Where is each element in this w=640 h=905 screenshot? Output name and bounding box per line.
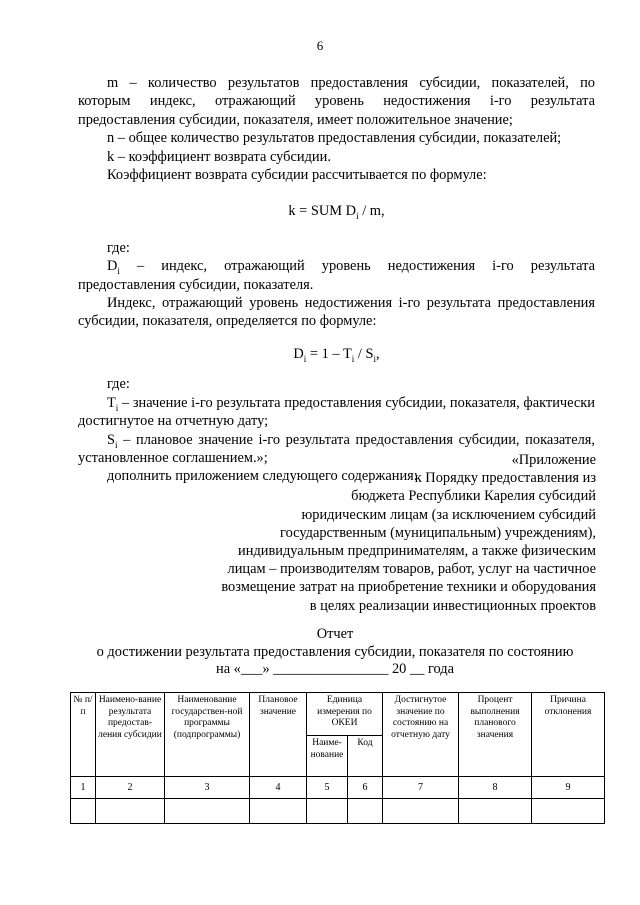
paragraph-index-intro: Индекс, отражающий уровень недостижения i-го результата предоставления субсидии, показателя, определяется по формуле: bbox=[78, 295, 595, 330]
report-title-block bbox=[70, 626, 600, 679]
si-symbol: S bbox=[107, 431, 116, 448]
formula-k-part1: k = SUM D bbox=[288, 203, 357, 220]
column-number: 8 bbox=[459, 777, 532, 799]
paragraph-di-definition bbox=[78, 257, 595, 294]
di-symbol: D bbox=[107, 258, 118, 275]
header-program: Наименование государствен-ной программы (подпрограммы) bbox=[165, 693, 250, 777]
appendix-line: возмещение затрат на приобретение техники и оборудования bbox=[221, 579, 596, 596]
column-number: 1 bbox=[71, 777, 96, 799]
column-number: 2 bbox=[96, 777, 165, 799]
table-empty-row bbox=[71, 799, 605, 824]
formula-k-part2: / m, bbox=[358, 203, 385, 220]
formula-di-sub3: i bbox=[373, 353, 376, 364]
ti-text: – значение i-го результата предоставления субсидии, показателя, фактически достигнутое на отчетную дату; bbox=[78, 394, 595, 430]
report-date-line: на «___» ________________ 20 __ года bbox=[216, 661, 454, 677]
header-num: № п/п bbox=[71, 693, 96, 777]
table-cell bbox=[459, 799, 532, 824]
report-subtitle: о достижении результата предоставления субсидии, показателя по состоянию bbox=[96, 643, 574, 660]
paragraph-where-2: где: bbox=[107, 376, 130, 393]
header-unit-code: Код bbox=[348, 736, 383, 777]
formula-di-sub2: i bbox=[351, 353, 355, 364]
appendix-line: государственным (муниципальным) учреждениям), bbox=[280, 524, 596, 541]
formula-di-sub1: i bbox=[303, 353, 307, 364]
table-cell bbox=[307, 799, 348, 824]
paragraph-m-definition: m – количество результатов предоставления субсидии, показателей, по которым индекс, отражающий уровень недостижения i-го результата предоставления субсидии, показателя, имеет положительное значение; bbox=[78, 75, 595, 128]
appendix-line: в целях реализации инвестиционных проектов bbox=[309, 597, 596, 614]
appendix-line: индивидуальным предпринимателям, а также физическим bbox=[238, 543, 596, 560]
formula-di-end: , bbox=[375, 345, 380, 362]
formula-k bbox=[78, 202, 595, 220]
header-plan-value: Плановое значение bbox=[250, 693, 307, 777]
table-cell bbox=[383, 799, 459, 824]
paragraph-add-appendix: дополнить приложением следующего содержания: bbox=[107, 468, 418, 485]
report-title: Отчет bbox=[316, 626, 354, 642]
table-cell bbox=[96, 799, 165, 824]
header-result-name: Наимено-вание результата предостав-ления субсидии bbox=[96, 693, 165, 777]
header-unit: Единица измерения по ОКЕИ bbox=[307, 693, 383, 736]
column-number: 9 bbox=[532, 777, 605, 799]
body-text bbox=[78, 74, 595, 486]
paragraph-ti-definition bbox=[78, 394, 595, 431]
column-number: 7 bbox=[383, 777, 459, 799]
table-column-numbers-row bbox=[71, 777, 605, 799]
column-number: 4 bbox=[250, 777, 307, 799]
formula-di-slash: / S bbox=[354, 345, 374, 362]
table-cell bbox=[250, 799, 307, 824]
column-number: 5 bbox=[307, 777, 348, 799]
appendix-line: к Порядку предоставления из bbox=[414, 470, 596, 487]
page-number: 6 bbox=[316, 38, 324, 53]
paragraph-formula-intro: Коэффициент возврата субсидии рассчитывается по формуле: bbox=[107, 167, 487, 184]
paragraph-k-definition: k – коэффициент возврата субсидии. bbox=[107, 148, 331, 165]
table-cell bbox=[532, 799, 605, 824]
formula-k-subscript: i bbox=[356, 211, 359, 222]
paragraph-where-1: где: bbox=[107, 239, 130, 256]
ti-symbol: T bbox=[107, 394, 116, 411]
table-cell bbox=[71, 799, 96, 824]
formula-di-d: D bbox=[293, 345, 304, 362]
appendix-heading bbox=[176, 451, 596, 615]
formula-di-mid: = 1 – T bbox=[306, 345, 352, 362]
report-table bbox=[70, 692, 605, 824]
header-reason: Причина отклонения bbox=[532, 693, 605, 777]
appendix-line: лицам – производителям товаров, работ, услуг на частичное bbox=[227, 561, 596, 578]
table-header-row bbox=[71, 693, 605, 736]
header-achieved: Достигнутое значение по состоянию на отчетную дату bbox=[383, 693, 459, 777]
si-subscript: i bbox=[115, 439, 118, 450]
si-text: – плановое значение i-го результата предоставления субсидии, показателя, установленное соглашением.»; bbox=[78, 431, 595, 466]
di-text: – индекс, отражающий уровень недостижения i-го результата предоставления субсидии, показателя. bbox=[78, 258, 595, 293]
ti-subscript: i bbox=[115, 402, 119, 413]
table-cell bbox=[348, 799, 383, 824]
appendix-line: «Приложение bbox=[511, 452, 596, 468]
table-cell bbox=[165, 799, 250, 824]
column-number: 3 bbox=[165, 777, 250, 799]
column-number: 6 bbox=[348, 777, 383, 799]
formula-di bbox=[78, 345, 595, 363]
header-percent: Процент выполнения планового значения bbox=[459, 693, 532, 777]
paragraph-n-definition: n – общее количество результатов предоставления субсидии, показателей; bbox=[107, 130, 562, 147]
appendix-line: бюджета Республики Карелия субсидий bbox=[351, 488, 596, 505]
di-subscript: i bbox=[117, 266, 120, 277]
header-unit-name: Наиме-нование bbox=[307, 736, 348, 777]
appendix-line: юридическим лицам (за исключением субсидий bbox=[301, 506, 596, 523]
